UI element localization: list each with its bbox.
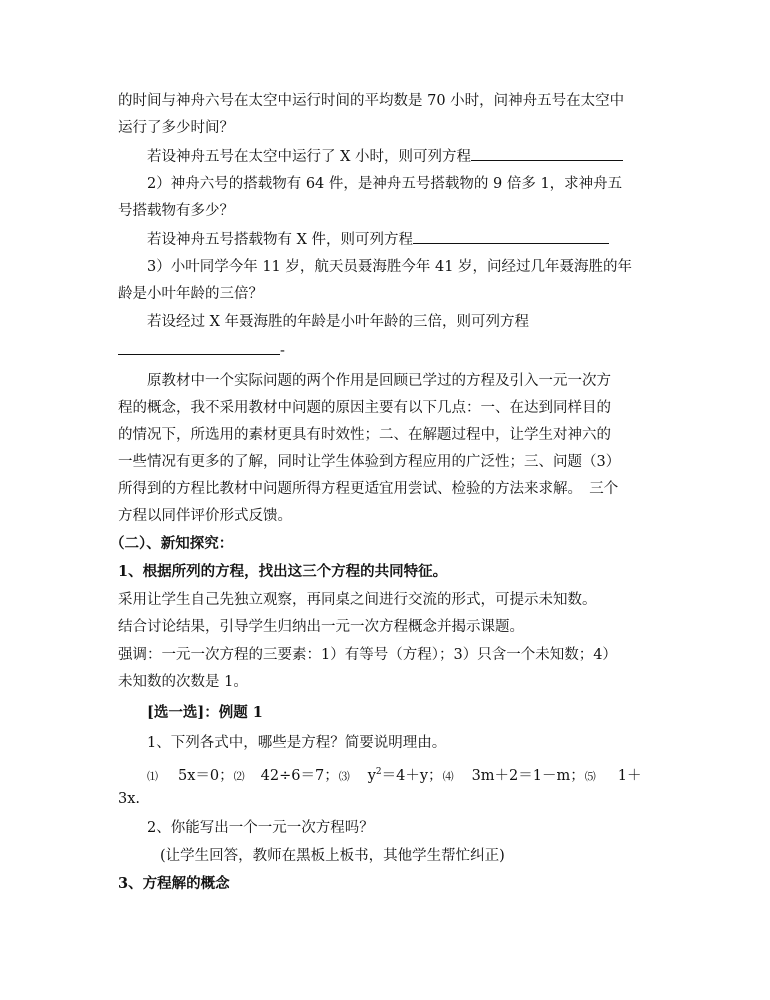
text-line: 3）小叶同学今年 11 岁，航天员聂海胜今年 41 岁，问经过几年聂海胜的年 bbox=[147, 259, 633, 275]
equation-continuation: 3x. bbox=[118, 791, 141, 807]
paragraph-line: 的情况下，所选用的素材更具有时效性；二、在解题过程中，让学生对神六的 bbox=[118, 427, 611, 443]
text-line: 结合讨论结果，引导学生归纳出一元一次方程概念并揭示课题。 bbox=[118, 619, 524, 635]
equation-prompt-2 bbox=[147, 229, 609, 250]
item-number: ⑴ bbox=[147, 769, 158, 783]
text-line: 采用让学生自己先独立观察，再同桌之间进行交流的形式，可提示未知数。 bbox=[118, 592, 597, 608]
subsection-heading: 3、方程解的概念 bbox=[118, 875, 230, 892]
text-line: 未知数的次数是 1。 bbox=[118, 674, 248, 690]
expression: 5x＝0； bbox=[178, 767, 234, 784]
answer-blank bbox=[118, 340, 280, 355]
expression: 42÷6＝7； bbox=[260, 767, 339, 784]
item-number: ⑶ bbox=[338, 769, 350, 783]
paragraph-line: 程的概念，我不采用教材中问题的原因主要有以下几点：一、在达到同样目的 bbox=[118, 400, 611, 416]
text-line: 强调：一元一次方程的三要素：1）有等号（方程）；3）只含一个未知数；4） bbox=[118, 647, 617, 663]
expression: 3m＋2＝1－m； bbox=[471, 767, 585, 784]
text-line: 若设神舟五号在太空中运行了 X 小时，则可列方程 bbox=[147, 149, 472, 165]
text-line: 若设经过 X 年聂海胜的年龄是小叶年龄的三倍，则可列方程 bbox=[147, 314, 530, 330]
text-line: 号搭载物有多少？ bbox=[118, 203, 234, 219]
equation-list bbox=[147, 762, 641, 787]
section-heading: （二）、新知探究： bbox=[110, 535, 234, 552]
question-2: 2、你能写出一个一元一次方程吗？ bbox=[147, 820, 374, 836]
equation-prompt-3 bbox=[118, 340, 285, 361]
example-title: [选一选]：例题 1 bbox=[147, 704, 263, 721]
text-line: 若设神舟五号搭载物有 X 件，则可列方程 bbox=[147, 232, 414, 248]
paragraph-line: 一些情况有更多的了解，同时让学生体验到方程应用的广泛性；三、问题（3） bbox=[118, 454, 621, 470]
blank-tail: - bbox=[280, 343, 285, 359]
text-line: 的时间与神舟六号在太空中运行时间的平均数是 70 小时，问神舟五号在太空中 bbox=[118, 93, 625, 109]
item-number: ⑸ bbox=[584, 769, 596, 783]
answer-blank bbox=[471, 146, 623, 161]
item-number: ⑷ bbox=[442, 769, 454, 783]
item-number: ⑵ bbox=[233, 769, 245, 783]
expression: 1＋ bbox=[617, 767, 642, 784]
teaching-note: (让学生回答，教师在黑板上板书，其他学生帮忙纠正) bbox=[160, 848, 505, 864]
text-line: 运行了多少时间？ bbox=[118, 120, 234, 136]
expression: $y^2=4+y$； bbox=[367, 767, 443, 784]
question-1: 1、下列各式中，哪些是方程？简要说明理由。 bbox=[147, 735, 447, 751]
text-line: 龄是小叶年龄的三倍？ bbox=[118, 286, 263, 302]
equation-prompt-1 bbox=[147, 146, 623, 167]
paragraph-line: 原教材中一个实际问题的两个作用是回顾已学过的方程及引入一元一次方 bbox=[147, 373, 611, 389]
exponent: 2 bbox=[375, 767, 382, 777]
text-line: 2）神舟六号的搭载物有 64 件，是神舟五号搭载物的 9 倍多 1，求神舟五 bbox=[147, 176, 623, 192]
answer-blank bbox=[413, 229, 609, 244]
paragraph-line: 所得到的方程比教材中问题所得方程更适宜用尝试、检验的方法来求解。 三个 bbox=[118, 481, 619, 497]
subsection-heading: 1、根据所列的方程，找出这三个方程的共同特征。 bbox=[118, 563, 448, 580]
paragraph-line: 方程以同伴评价形式反馈。 bbox=[118, 508, 292, 524]
